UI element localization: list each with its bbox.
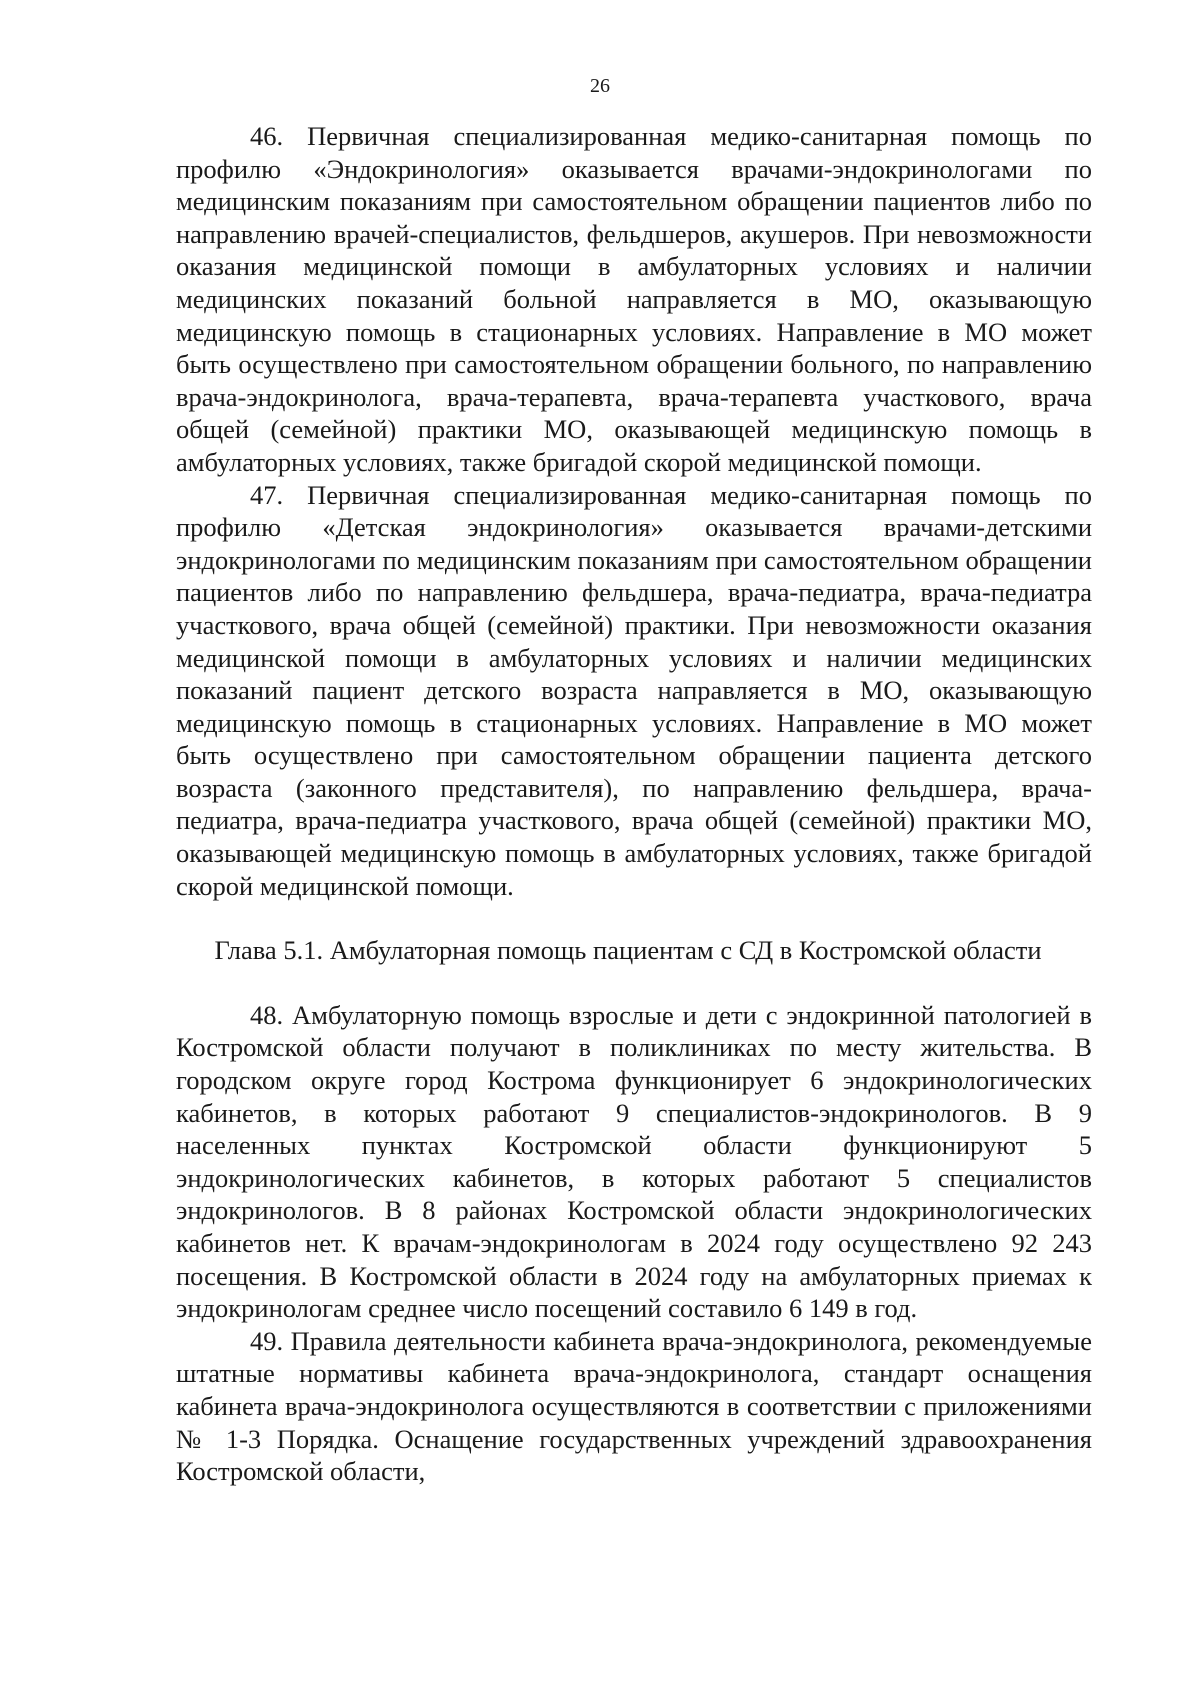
- document-body: [176, 120, 1092, 1488]
- paragraph-49: 49. Правила деятельности кабинета врача-эндокринолога, рекомендуемые штатные нормативы кабинета врача-эндокринолога, стандарт оснащения кабинета врача-эндокринолога осуществляются в соответствии с приложениями № 1-3 Порядка. Оснащение государственных учреждений здравоохранения Костромской области,: [176, 1325, 1092, 1487]
- paragraph-48: 48. Амбулаторную помощь взрослые и дети с эндокринной патологией в Костромской области получают в поликлиниках по месту жительства. В городском округе город Кострома функционирует 6 эндокринологических кабинетов, в которых работают 9 специалистов-эндокринологов. В 9 населенных пунктах Костромской области функционируют 5 эндокринологических кабинетов, в которых работают 5 специалистов эндокринологов. В 8 районах Костромской области эндокринологических кабинетов нет. К врачам-эндокринологам в 2024 году осуществлено 92 243 посещения. В Костромской области в 2024 году на амбулаторных приемах к эндокринологам среднее число посещений составило 6 149 в год.: [176, 999, 1092, 1324]
- page-number: 26: [590, 75, 610, 97]
- paragraph-46: 46. Первичная специализированная медико-санитарная помощь по профилю «Эндокринология» оказывается врачами-эндокринологами по медицинским показаниям при самостоятельном обращении пациентов либо по направлению врачей-специалистов, фельдшеров, акушеров. При невозможности оказания медицинской помощи в амбулаторных условиях и наличии медицинских показаний больной направляется в МО, оказывающую медицинскую помощь в стационарных условиях. Направление в МО может быть осуществлено при самостоятельном обращении больного, по направлению врача-эндокринолога, врача-терапевта, врача-терапевта участкового, врача общей (семейной) практики МО, оказывающей медицинскую помощь в амбулаторных условиях, также бригадой скорой медицинской помощи.: [176, 121, 1092, 477]
- chapter-heading: Глава 5.1. Амбулаторная помощь пациентам с СД в Костромской области: [214, 935, 1042, 966]
- paragraph-47: 47. Первичная специализированная медико-санитарная помощь по профилю «Детская эндокринология» оказывается врачами-детскими эндокринологами по медицинским показаниям при самостоятельном обращении пациентов либо по направлению фельдшера, врача-педиатра, врача-педиатра участкового, врача общей (семейной) практики. При невозможности оказания медицинской помощи в амбулаторных условиях и наличии медицинских показаний пациент детского возраста направляется в МО, оказывающую медицинскую помощь в стационарных условиях. Направление в МО может быть осуществлено при самостоятельном обращении пациента детского возраста (законного представителя), по направлению фельдшера, врача-педиатра, врача-педиатра участкового, врача общей (семейной) практики МО, оказывающей медицинскую помощь в амбулаторных условиях, также бригадой скорой медицинской помощи.: [176, 479, 1092, 901]
